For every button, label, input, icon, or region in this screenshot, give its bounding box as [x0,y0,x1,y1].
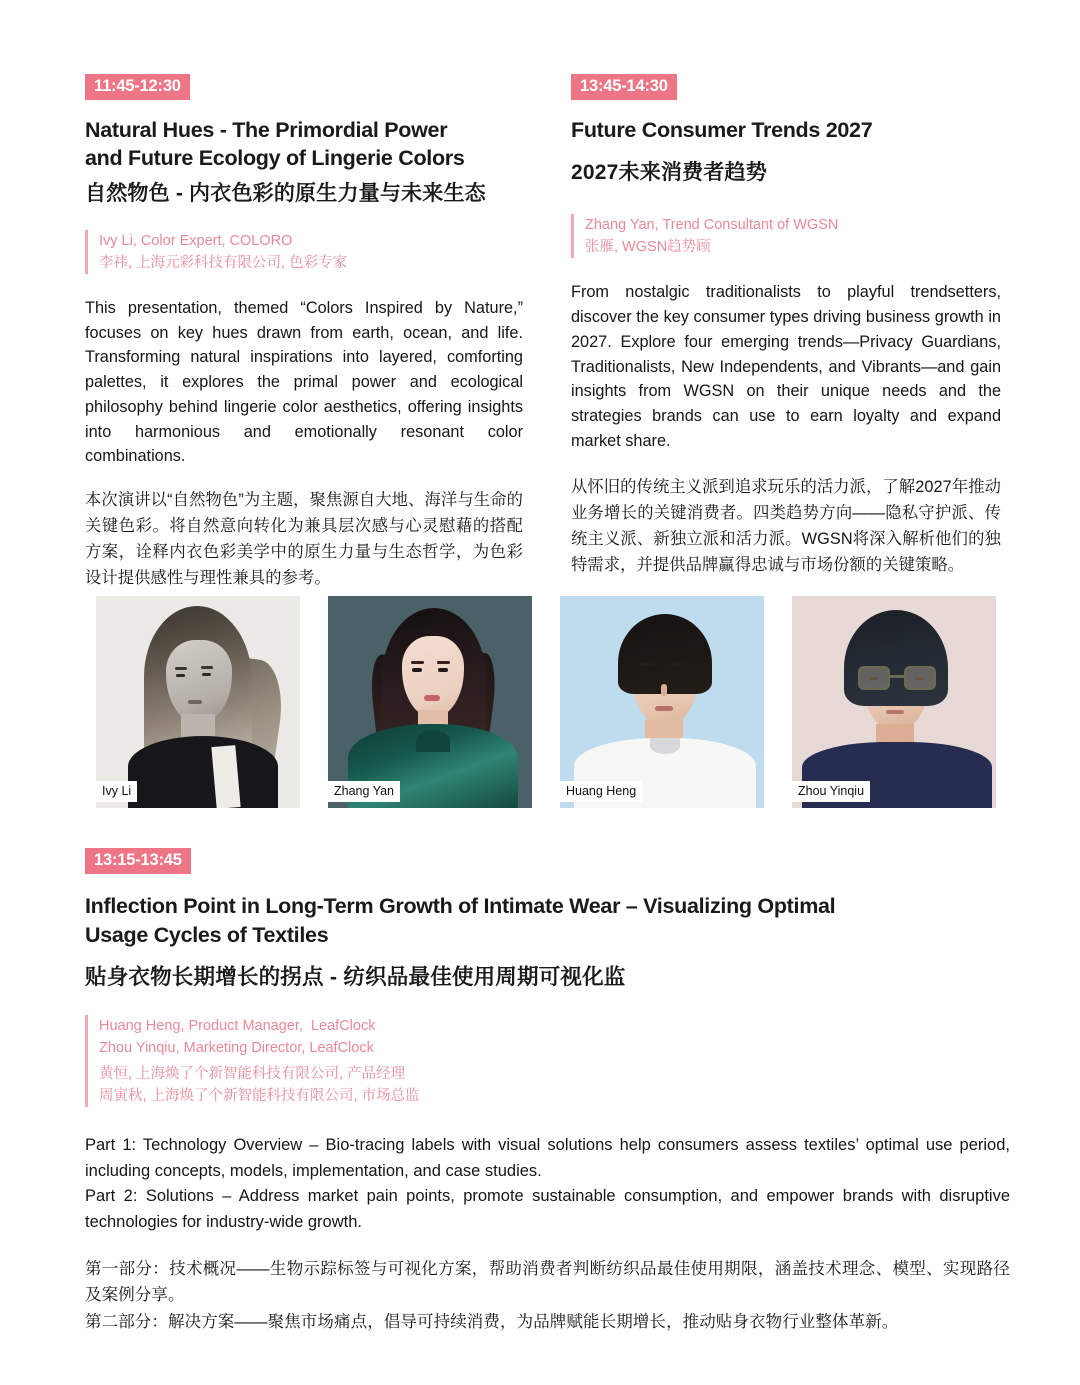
session-title-en-line: Inflection Point in Long-Term Growth of Intimate Wear – Visualizing Optimal [85,893,836,918]
photo-name-label: Zhou Yinqiu [792,781,870,803]
abstract-zh-line: 第一部分：技术概况——生物示踪标签与可视化方案，帮助消费者判断纺织品最佳使用期限，涵盖技术理念、模型、实现路径及案例分享。 [85,1259,1010,1305]
abstract-en-line: Part 2: Solutions – Address market pain points, promote sustainable consumption, and empower brands with disruptive technologies for industry-wide growth. [85,1187,1010,1231]
session-title-en [85,892,1010,950]
speaker-name-en: Huang Heng, Product Manager, LeafClock [99,1018,376,1035]
session-abstract-zh: 本次演讲以“自然物色”为主题，聚焦源自大地、海洋与生命的关键色彩。将自然意向转化为兼具层次感与心灵慰藉的搭配方案，诠释内衣色彩美学中的原生力量与生态哲学，为色彩设计提供感性与理性兼具的参考。 [85,491,523,588]
glasses-icon [858,666,936,690]
session-title-en-line: Natural Hues - The Primordial Power [85,117,448,142]
time-badge: 13:45-14:30 [571,74,677,100]
portrait-image-zhang-yan [328,596,532,808]
speaker-name-zh: 张雁, WGSN趋势顾 [585,239,711,256]
speaker-entry [99,230,523,274]
photo-name-label: Zhang Yan [328,781,400,803]
time-badge: 13:15-13:45 [85,848,191,874]
session-title-en [85,116,523,173]
photo-huang-heng [560,596,764,808]
session-title-en-line: and Future Ecology of Lingerie Colors [85,145,465,170]
session-title-zh: 自然物色 - 内衣色彩的原生力量与未来生态 [85,182,486,206]
speaker-name-en: Ivy Li, Color Expert, COLORO [99,232,293,249]
session-abstract-zh: 从怀旧的传统主义派到追求玩乐的活力派，了解2027年推动业务增长的关键消费者。四类趋势方向——隐私守护派、传统主义派、新独立派和活力派。WGSN将深入解析他们的独特需求，并提供品牌赢得忠诚与市场份额的关键策略。 [571,477,1001,574]
speaker-name-en: Zhou Yinqiu, Marketing Director, LeafClock [99,1040,374,1057]
photo-zhou-yinqiu [792,596,996,808]
session-abstract-en: From nostalgic traditionalists to playful trendsetters, discover the key consumer types driving business growth in 2027. Explore four emerging trends—Privacy Guardians, Traditionalists, New Independents, and Vibrants—and gain insights from WGSN on their unique needs and the strategies brands can use to earn loyalty and expand market share. [571,283,1001,450]
session-title-en [571,116,1001,144]
session-title-en-line: Future Consumer Trends 2027 [571,117,873,142]
photo-name-label: Huang Heng [560,781,642,803]
upper-two-column-area [0,74,1080,591]
speaker-name-en: Zhang Yan, Trend Consultant of WGSN [585,217,839,234]
abstract-zh-line: 第二部分：解决方案——聚焦市场痛点，倡导可持续消费，为品牌赋能长期增长，推动贴身衣物行业整体革新。 [85,1312,899,1331]
speaker-entries-zh [99,1063,1010,1107]
portrait-image-ivy-li [96,596,300,808]
speaker-name-zh: 周寅秋, 上海焕了个新智能科技有限公司, 市场总监 [99,1088,420,1105]
portrait-image-huang-heng [560,596,764,808]
photo-zhang-yan [328,596,532,808]
session-abstract-en [85,1133,1010,1235]
photo-name-label: Ivy Li [96,781,137,803]
session-natural-hues [85,74,523,591]
speaker-photo-strip [96,596,1002,808]
session-future-consumer-trends [571,74,1001,591]
photo-ivy-li [96,596,300,808]
session-abstract-en: This presentation, themed “Colors Inspired by Nature,” focuses on key hues drawn from earth, ocean, and life. Transforming natural inspirations into layered, comforting palettes, it explores the primal power and ecological philosophy behind lingerie color aesthetics, offering insights into harmonious and emotionally resonant color combinations. [85,298,523,466]
portrait-image-zhou-yinqiu [792,596,996,808]
abstract-en-line: Part 1: Technology Overview – Bio-tracing labels with visual solutions help consumers assess textiles’ optimal use period, including concepts, models, implementation, and case studies. [85,1136,1010,1180]
speaker-entry [585,214,1001,258]
session-title-zh: 2027未来消费者趋势 [571,160,767,184]
speaker-block [571,214,1001,258]
speaker-entries-en [99,1015,1010,1059]
speaker-name-zh: 李祎, 上海元彩科技有限公司, 色彩专家 [99,254,348,271]
session-abstract-zh [85,1256,1010,1336]
speaker-block [85,230,523,274]
session-title-en-line: Usage Cycles of Textiles [85,922,329,947]
speaker-name-zh: 黄恒, 上海焕了个新智能科技有限公司, 产品经理 [99,1066,406,1083]
speaker-block [85,1015,1010,1107]
session-title-zh: 贴身衣物长期增长的拐点 - 纺织品最佳使用周期可视化监 [85,964,626,989]
time-badge: 11:45-12:30 [85,74,190,100]
session-inflection-point [85,848,1010,1336]
